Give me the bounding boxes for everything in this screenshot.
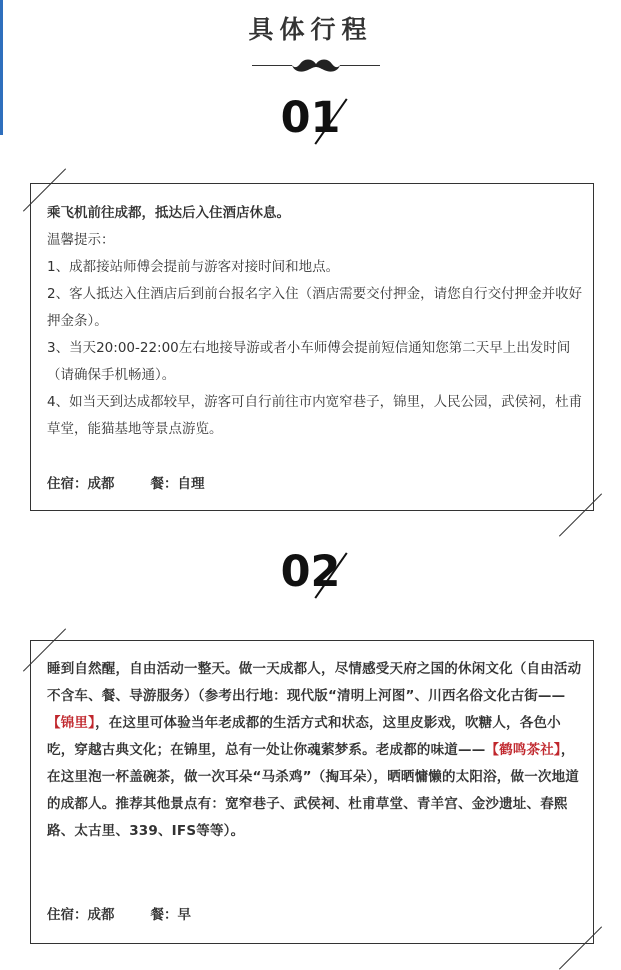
day-text: 睡到自然醒，自由活动一整天。做一天成都人，尽情感受天府之国的休闲文化（自由活动不含车、餐、导游服务）（参考出行地：现代版“清明上河图”、川西名俗文化古街—— bbox=[47, 661, 582, 704]
stay-info: 住宿：成都 bbox=[47, 907, 115, 923]
tip-item: 3、当天20:00-22:00左右地接导游或者小车师傅会提前短信通知您第二天早上出发时间（请确保手机畅通）。 bbox=[47, 340, 571, 383]
page-title: 具体行程 bbox=[248, 15, 373, 44]
meal-info: 餐：自理 bbox=[150, 476, 205, 492]
stay-meal-line bbox=[47, 472, 205, 492]
tip-item: 4、如当天到达成都较早，游客可自行前往市内宽窄巷子，锦里，人民公园，武侯祠，杜甫草堂，能猫基地等景点游览。 bbox=[47, 394, 583, 437]
day-headline: 乘飞机前往成都，抵达后入住酒店休息。 bbox=[47, 205, 290, 221]
title-divider bbox=[0, 56, 621, 76]
mustache-icon bbox=[292, 56, 340, 76]
tip-item: 1、成都接站师傅会提前与游客对接时间和地点。 bbox=[47, 259, 340, 275]
tips-label: 温馨提示： bbox=[47, 232, 115, 248]
day-number: 02 bbox=[280, 547, 341, 597]
day-text: ，在这里可体验当年老成都的生活方式和状态，这里皮影戏，吹糖人，各色小吃，穿越古典文化；在锦里，总有一处让你魂萦梦系。老成都的味道—— bbox=[47, 715, 561, 758]
day-text: ，在这里泡一杯盖碗茶，做一次耳朵“马杀鸡”（掏耳朵），晒晒慵懒的太阳浴，做一次地道的成都人。推荐其他景点有：宽窄巷子、武侯祠、杜甫草堂、青羊宫、金沙遗址、春熙路、太古里、339、IFS等等）。 bbox=[47, 742, 579, 839]
divider-line-right bbox=[340, 65, 380, 66]
highlight-teahouse: 【鹤鸣茶社】 bbox=[485, 742, 561, 758]
day-2-content bbox=[47, 656, 587, 845]
meal-info: 餐：早 bbox=[150, 907, 191, 923]
stay-info: 住宿：成都 bbox=[47, 476, 115, 492]
divider-line-left bbox=[252, 65, 292, 66]
highlight-jinli: 【锦里】 bbox=[47, 715, 96, 731]
tip-item: 2、客人抵达入住酒店后到前台报名字入住（酒店需要交付押金，请您自行交付押金并收好押金条）。 bbox=[47, 286, 583, 329]
stay-meal-line bbox=[47, 903, 191, 923]
day-number: 01 bbox=[280, 93, 341, 143]
day-1-content bbox=[47, 200, 587, 443]
